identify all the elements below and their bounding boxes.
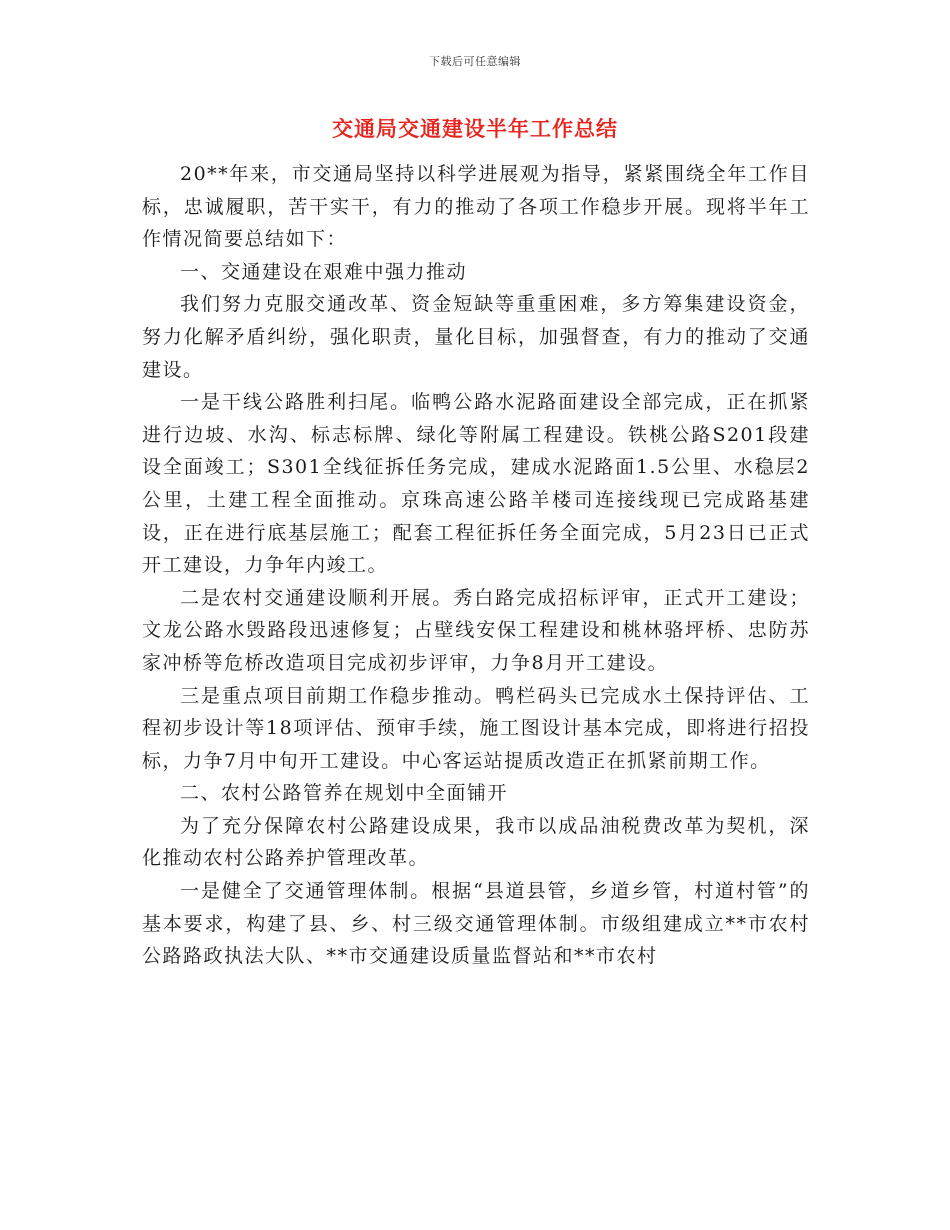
document-body	[142, 158, 810, 973]
header-note: 下载后可任意编辑	[429, 55, 521, 68]
section-heading-1: 一、交通建设在艰难中强力推动	[180, 260, 468, 283]
paragraph-rural-construction: 二是农村交通建设顺利开展。秀白路完成招标评审，正式开工建设；文龙公路水毁路段迅速修复；占壁线安保工程建设和桃林骆坪桥、忠防苏家冲桥等危桥改造项目完成初步评审，力争8月开工建设。	[142, 586, 810, 674]
paragraph-management-system: 一是健全了交通管理体制。根据“县道县管，乡道乡管，村道村管”的基本要求，构建了县、乡、村三级交通管理体制。市级组建成立**市农村公路路政执法大队、**市交通建设质量监督站和**市农村	[142, 880, 810, 968]
paragraph-intro: 20**年来，市交通局坚持以科学进展观为指导，紧紧围绕全年工作目标，忠诚履职，苦干实干，有力的推动了各项工作稳步开展。现将半年工作情况简要总结如下：	[142, 163, 810, 251]
paragraph-maintenance-intro: 为了充分保障农村公路建设成果，我市以成品油税费改革为契机，深化推动农村公路养护管理改革。	[142, 814, 810, 870]
paragraph-trunk-roads: 一是干线公路胜利扫尾。临鸭公路水泥路面建设全部完成，正在抓紧进行边坡、水沟、标志标牌、绿化等附属工程建设。铁桃公路S201段建设全面竣工；S301全线征拆任务完成，建成水泥路面1.5公里、水稳层2公里，土建工程全面推动。京珠高速公路羊楼司连接线现已完成路基建设，正在进行底基层施工；配套工程征拆任务全面完成，5月23日已正式开工建设，力争年内竣工。	[142, 391, 810, 577]
section-heading-2: 二、农村公路管养在规划中全面铺开	[180, 782, 509, 805]
document-title: 交通局交通建设半年工作总结	[332, 116, 618, 141]
paragraph-overview: 我们努力克服交通改革、资金短缺等重重困难，多方筹集建设资金，努力化解矛盾纠纷，强化职责，量化目标，加强督查，有力的推动了交通建设。	[142, 293, 810, 381]
paragraph-key-projects: 三是重点项目前期工作稳步推动。鸭栏码头已完成水土保持评估、工程初步设计等18项评估、预审手续，施工图设计基本完成，即将进行招投标，力争7月中旬开工建设。中心客运站提质改造正在抓紧前期工作。	[142, 684, 810, 772]
